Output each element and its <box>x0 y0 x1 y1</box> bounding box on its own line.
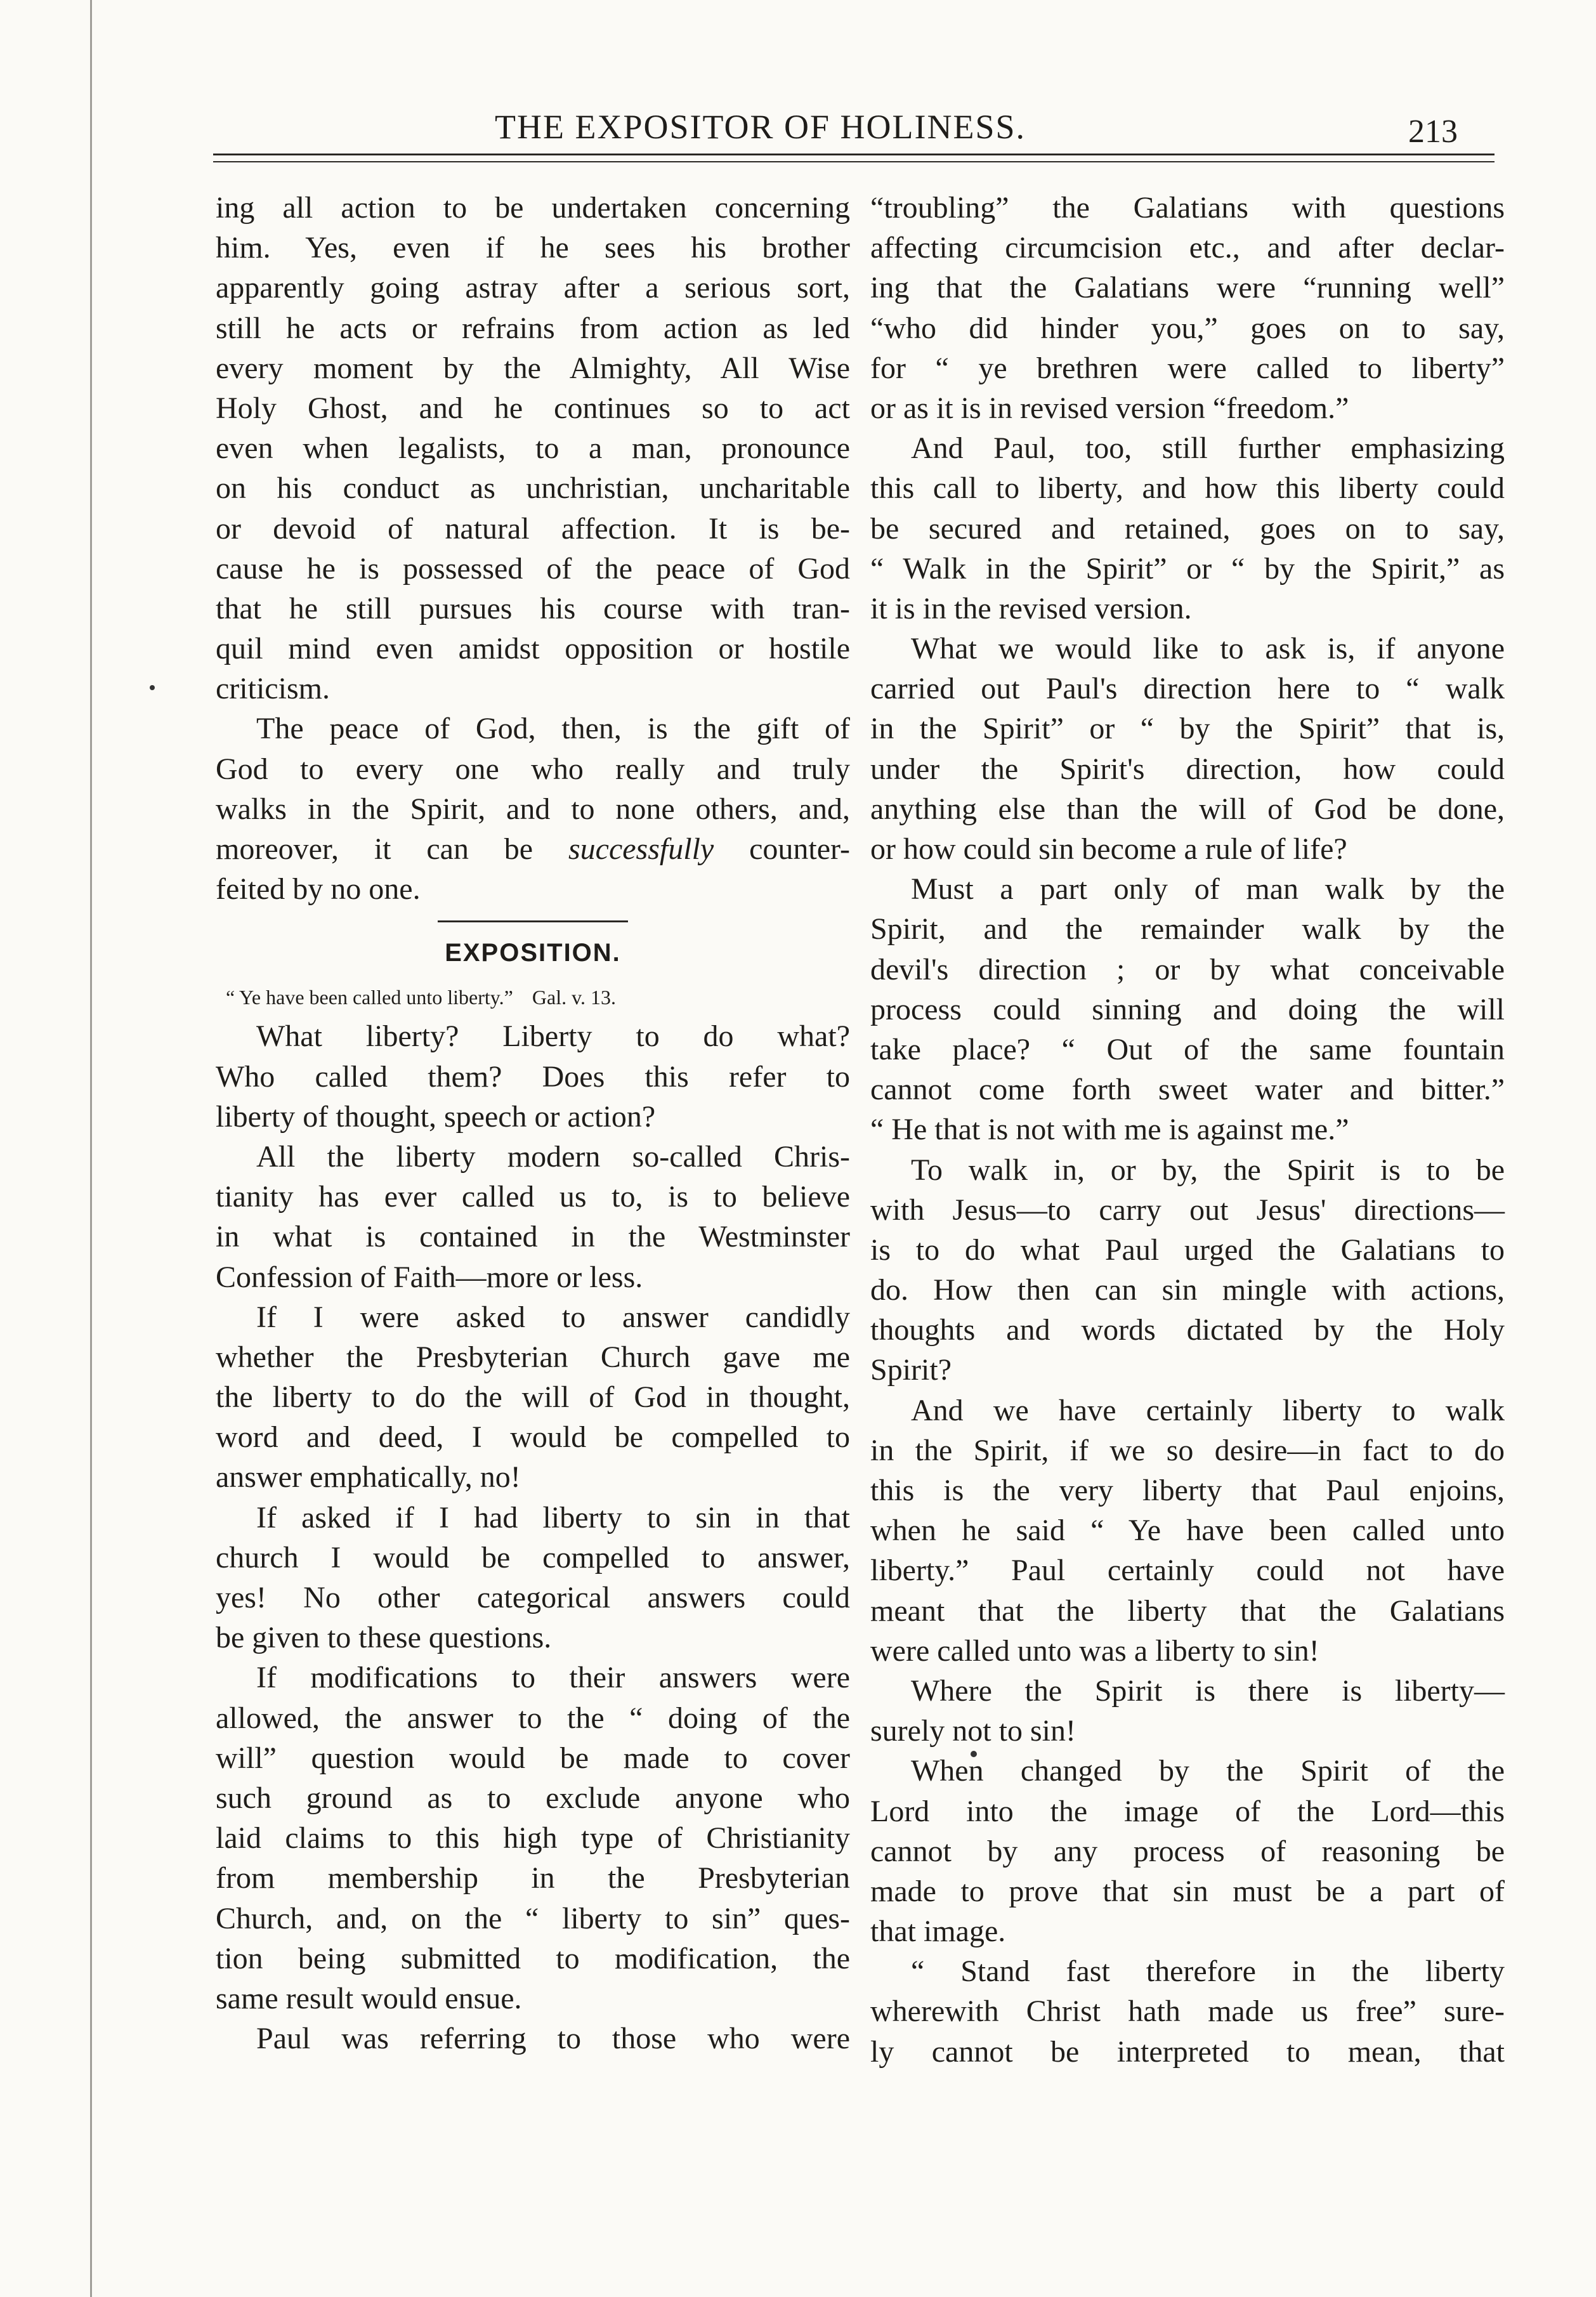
text-line: What liberty? Liberty to do what? <box>256 1019 850 1054</box>
text-line: cause he is possessed of the peace of God <box>216 551 850 586</box>
text-line: for “ ye brethren were called to liberty” <box>870 351 1505 385</box>
text-line: will” question would be made to cover <box>216 1741 850 1775</box>
text-line: whether the Presbyterian Church gave me <box>216 1340 850 1374</box>
text-line: When changed by the Spirit of the <box>911 1754 1505 1788</box>
text-line: Paul was referring to those who were <box>256 2022 850 2056</box>
text-line: made to prove that sin must be a part of <box>870 1874 1505 1908</box>
text-line: Who called them? Does this refer to <box>216 1059 850 1094</box>
text-line: even when legalists, to a man, pronounce <box>216 431 850 466</box>
text-line: in what is contained in the Westminster <box>216 1220 850 1254</box>
text-line: thoughts and words dictated by the Holy <box>870 1313 1505 1347</box>
text-line: The peace of God, then, is the gift of <box>256 712 850 746</box>
text-line: If I were asked to answer candidly <box>256 1300 850 1334</box>
header-rule-secondary <box>213 161 1495 162</box>
epigraph <box>216 978 850 1016</box>
text-line: liberty.” Paul certainly could not have <box>870 1554 1505 1588</box>
text-line: be secured and retained, goes on to say, <box>870 511 1505 546</box>
text-line: If asked if I had liberty to sin in that <box>256 1500 850 1535</box>
text-line: in the Spirit” or “ by the Spirit” that is, <box>870 712 1505 746</box>
text-line: Lord into the image of the Lord—this <box>870 1794 1505 1828</box>
text-line: ing all action to be undertaken concerning <box>216 191 850 225</box>
text-line: were called unto was a liberty to sin! <box>870 1633 1319 1668</box>
text-line: is to do what Paul urged the Galatians to <box>870 1233 1505 1267</box>
text-line: God to every one who really and truly <box>216 752 850 786</box>
running-header-title: THE EXPOSITOR OF HOLINESS. <box>495 108 1026 146</box>
text-line: And Paul, too, still further emphasizing <box>911 431 1505 466</box>
text-line: Holy Ghost, and he continues so to act <box>216 391 850 425</box>
text-fragment: counter- <box>749 832 851 866</box>
text-line: affecting circumcision etc., and after declar- <box>870 231 1505 265</box>
text-line: him. Yes, even if he sees his brother <box>216 231 850 265</box>
text-line: on his conduct as unchristian, uncharitable <box>216 471 850 506</box>
text-line: that he still pursues his course with tran- <box>216 591 850 625</box>
text-line: that image. <box>870 1914 1006 1949</box>
text-fragment: moreover, it can be <box>216 832 533 866</box>
text-line: meant that the liberty that the Galatians <box>870 1594 1505 1628</box>
text-line: devil's direction ; or by what conceivable <box>870 952 1505 986</box>
header-rule <box>213 154 1495 155</box>
text-line: when he said “ Ye have been called unto <box>870 1514 1505 1548</box>
text-line: “ He that is not with me is against me.” <box>870 1113 1349 1147</box>
text-line: tion being submitted to modification, the <box>216 1941 850 1975</box>
section-heading: EXPOSITION. <box>445 939 621 967</box>
scan-speck <box>150 685 155 690</box>
text-line: anything else than the will of God be done, <box>870 792 1505 826</box>
text-line: such ground as to exclude anyone who <box>216 1781 850 1815</box>
text-line: surely not to sin! <box>870 1714 1076 1748</box>
text-line: wherewith Christ hath made us free” sure- <box>870 1994 1505 2029</box>
text-line: or as it is in revised version “freedom.” <box>870 391 1349 425</box>
text-line: “ Stand fast therefore in the liberty <box>911 1954 1505 1989</box>
right-column <box>870 188 1505 2072</box>
emphasized-word: successfully <box>568 832 714 866</box>
text-line: or devoid of natural affection. It is be- <box>216 511 850 546</box>
text-line: cannot by any process of reasoning be <box>870 1834 1505 1868</box>
text-line: tianity has ever called us to, is to believe <box>216 1180 850 1214</box>
scan-margin-line <box>90 0 92 2297</box>
text-line: or how could sin become a rule of life? <box>870 832 1347 866</box>
text-line-with-emphasis <box>216 829 850 869</box>
text-line: laid claims to this high type of Christianity <box>216 1821 850 1855</box>
text-line: Where the Spirit is there is liberty— <box>911 1673 1505 1708</box>
text-line: “troubling” the Galatians with questions <box>870 191 1505 225</box>
text-line: do. How then can sin mingle with actions, <box>870 1273 1505 1307</box>
text-line: What we would like to ask is, if anyone <box>911 632 1505 666</box>
text-line: ly cannot be interpreted to mean, that <box>870 2034 1505 2069</box>
text-line: Confession of Faith—more or less. <box>216 1260 643 1294</box>
text-line: be given to these questions. <box>216 1621 552 1655</box>
epigraph-quote: “ Ye have been called unto liberty.” <box>226 986 513 1009</box>
text-line: in the Spirit, if we so desire—in fact to do <box>870 1433 1505 1467</box>
text-line: under the Spirit's direction, how could <box>870 752 1505 786</box>
text-line: every moment by the Almighty, All Wise <box>216 351 850 385</box>
text-line: quil mind even amidst opposition or hostile <box>216 632 850 666</box>
text-line: apparently going astray after a serious sort, <box>216 271 850 305</box>
text-line: feited by no one. <box>216 872 421 906</box>
text-line: still he acts or refrains from action as led <box>216 311 850 345</box>
text-line: All the liberty modern so-called Chris- <box>256 1139 850 1174</box>
text-line: word and deed, I would be compelled to <box>216 1420 850 1455</box>
text-line: Church, and, on the “ liberty to sin” ques- <box>216 1901 850 1935</box>
text-line: the liberty to do the will of God in thought, <box>216 1380 850 1415</box>
text-line: criticism. <box>216 672 330 706</box>
text-line: church I would be compelled to answer, <box>216 1540 850 1574</box>
text-line: with Jesus—to carry out Jesus' directions— <box>870 1193 1505 1227</box>
text-line: yes! No other categorical answers could <box>216 1581 850 1614</box>
text-line: walks in the Spirit, and to none others, and, <box>216 792 850 826</box>
section-divider <box>438 920 628 922</box>
text-line: same result would ensue. <box>216 1981 522 2015</box>
text-line: liberty of thought, speech or action? <box>216 1099 656 1134</box>
epigraph-reference: Gal. v. 13. <box>532 986 616 1009</box>
text-line: Spirit, and the remainder walk by the <box>870 912 1505 946</box>
left-column <box>216 188 850 2058</box>
text-line: “ Walk in the Spirit” or “ by the Spirit,” as <box>870 551 1505 586</box>
text-line: process could sinning and doing the will <box>870 992 1505 1026</box>
text-line: carried out Paul's direction here to “ walk <box>870 672 1505 706</box>
text-line: this call to liberty, and how this liberty could <box>870 471 1505 506</box>
text-line: it is in the revised version. <box>870 591 1192 625</box>
text-line: To walk in, or by, the Spirit is to be <box>911 1153 1505 1187</box>
text-line: allowed, the answer to the “ doing of the <box>216 1701 850 1735</box>
text-line: And we have certainly liberty to walk <box>911 1393 1505 1427</box>
text-line: “who did hinder you,” goes on to say, <box>870 311 1505 345</box>
text-line: answer emphatically, no! <box>216 1460 521 1495</box>
text-line: cannot come forth sweet water and bitter.” <box>870 1073 1505 1107</box>
text-line: Must a part only of man walk by the <box>911 872 1505 906</box>
text-line: take place? “ Out of the same fountain <box>870 1032 1505 1066</box>
text-line: this is the very liberty that Paul enjoins, <box>870 1474 1505 1507</box>
text-line: If modifications to their answers were <box>256 1661 850 1695</box>
text-line: ing that the Galatians were “running well” <box>870 271 1505 305</box>
page-number: 213 <box>1408 114 1458 150</box>
text-line: Spirit? <box>870 1353 952 1387</box>
text-line: from membership in the Presbyterian <box>216 1861 850 1895</box>
